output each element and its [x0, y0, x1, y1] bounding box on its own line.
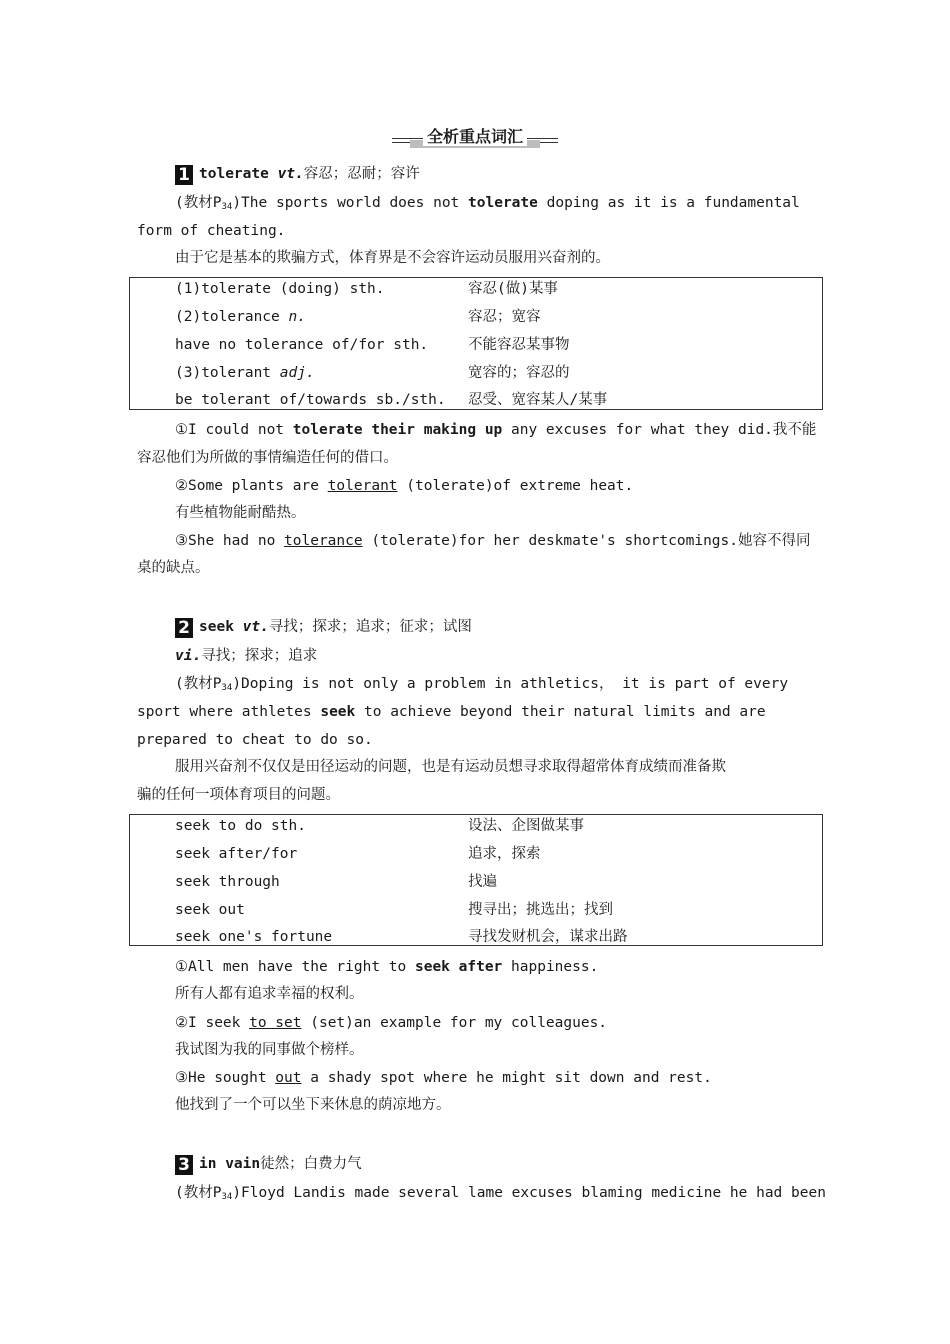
example-1: ①All men have the right to seek after happiness.: [175, 959, 599, 975]
source-sentence-line1: (教材$P_{34})Doping$ is not only a problem in athletics， it is part of every: [175, 676, 789, 693]
entry-sense-vi: vi.寻找；探求；追求: [175, 648, 318, 664]
entry-number-badge: 2: [175, 618, 193, 638]
table-row: seek to do sth. 设法、企图做某事: [175, 818, 584, 834]
source-translation: 由于它是基本的欺骗方式，体育界是不会容许运动员服用兴奋剂的。: [175, 250, 610, 266]
table-row: (1)tolerate (doing) sth. 容忍(做)某事: [175, 281, 558, 297]
example-1-translation: 所有人都有追求幸福的权利。: [175, 986, 364, 1002]
source-sentence-line1: (教材$P_{34})The$ sports world does not tolerate doping as it is a fundamental: [175, 195, 800, 212]
entry-word: in vain: [199, 1156, 261, 1172]
answer-blank: tolerance: [284, 533, 363, 549]
source-sentence-line3: prepared to cheat to do so.: [137, 732, 373, 748]
table-row: seek through 找遍: [175, 874, 497, 890]
table-row: seek after/for 追求，探索: [175, 846, 541, 862]
entry-pos: vt.: [277, 166, 304, 182]
section-title-text: 全析重点词汇: [423, 127, 527, 146]
source-sentence-line2: form of cheating.: [137, 223, 286, 239]
source-sentence-line1: (教材$P_{34})Floyd$ Landis made several lame excuses blaming medicine he had been: [175, 1185, 826, 1202]
entry-meaning: 徒然；白费力气: [260, 1156, 362, 1172]
phrase-table-seek: [129, 814, 823, 946]
example-2-translation: 我试图为我的同事做个榜样。: [175, 1042, 364, 1058]
example-3-line2: 桌的缺点。: [137, 560, 210, 576]
entry-number-badge: 3: [175, 1155, 193, 1175]
section-title: [392, 124, 558, 150]
table-row: have no tolerance of/for sth. 不能容忍某事物: [175, 337, 570, 353]
entry-pos: vt.: [242, 619, 269, 635]
answer-blank: out: [275, 1070, 302, 1086]
entry-meaning: 容忍；忍耐；容许: [303, 166, 420, 182]
example-2: ②I seek to set (set)an example for my colleagues.: [175, 1015, 608, 1031]
entry-word: seek: [199, 619, 234, 635]
example-3: ③He sought out a shady spot where he might sit down and rest.: [175, 1070, 712, 1086]
entry-number-badge: 1: [175, 165, 193, 185]
entry-meaning: 寻找；探求；追求；征求；试图: [268, 619, 472, 635]
entry-word: tolerate: [199, 166, 269, 182]
entry-heading-tolerate: [175, 164, 420, 185]
example-1-line2: 容忍他们为所做的事情编造任何的借口。: [137, 450, 398, 466]
source-sentence-line2: sport where athletes seek to achieve beyond their natural limits and are: [137, 704, 766, 720]
table-row: seek out 搜寻出；挑选出；找到: [175, 902, 613, 918]
table-row: (3)tolerant adj. 宽容的；容忍的: [175, 365, 570, 381]
table-row: be tolerant of/towards sb./sth. 忍受、宽容某人/某事: [175, 392, 608, 408]
table-row: (2)tolerance n. 容忍；宽容: [175, 309, 541, 325]
answer-blank: tolerant: [327, 478, 398, 494]
source-translation-line1: 服用兴奋剂不仅仅是田径运动的问题，也是有运动员想寻求取得超常体育成绩而准备欺: [175, 759, 726, 775]
source-translation-line2: 骗的任何一项体育项目的问题。: [137, 787, 340, 803]
example-2: ②Some plants are tolerant (tolerate)of extreme heat.: [175, 478, 634, 494]
answer-blank: to set: [249, 1015, 302, 1031]
example-2-translation: 有些植物能耐酷热。: [175, 505, 306, 521]
example-3-line1: ③She had no tolerance (tolerate)for her deskmate's shortcomings.她容不得同: [175, 533, 811, 549]
table-row: seek one's fortune 寻找发财机会，谋求出路: [175, 929, 628, 945]
example-1-line1: ①I could not tolerate their making up any excuses for what they did.我不能: [175, 422, 817, 438]
example-3-translation: 他找到了一个可以坐下来休息的荫凉地方。: [175, 1097, 451, 1113]
entry-heading-in-vain: [175, 1154, 362, 1175]
phrase-table-tolerate: [129, 277, 823, 410]
entry-heading-seek: [175, 617, 472, 638]
